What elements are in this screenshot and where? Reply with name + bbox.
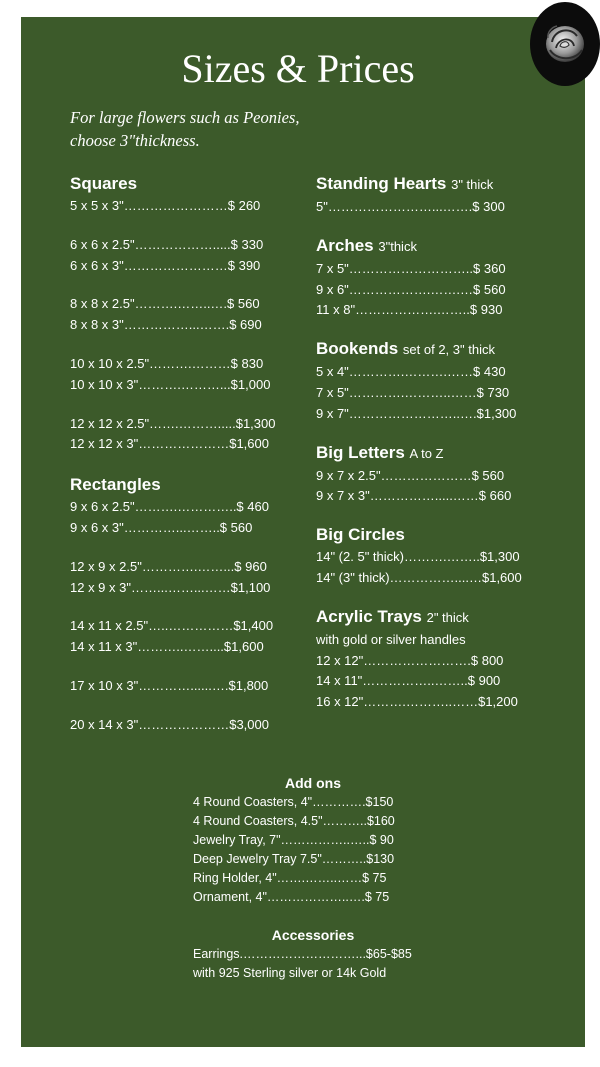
- price-row: 9 x 7"……………………..….$1,300: [316, 405, 517, 421]
- addon-row: Jewelry Tray, 7"……………..…..$ 90: [193, 833, 394, 848]
- price-row: 8 x 8 x 2.5"……….……..….$ 560: [70, 296, 260, 312]
- price-row: 9 x 6 x 2.5"……….…………..$ 460: [70, 499, 269, 515]
- price-row: 5 x 4"………….……….……$ 430: [316, 364, 506, 380]
- price-row: 5 x 5 x 3"……………………$ 260: [70, 198, 261, 213]
- accessory-note: with 925 Sterling silver or 14k Gold: [193, 966, 387, 981]
- section-heading-big-circles: Big Circles: [316, 525, 405, 545]
- accessories-section: [193, 925, 433, 983]
- right-column: [316, 172, 542, 713]
- price-row: 16 x 12"……….………..……$1,200: [316, 694, 518, 710]
- price-row: 12 x 12 x 3"…………………$1,600: [70, 436, 269, 452]
- price-row: 14" (3" thick)……………....…$1,600: [316, 569, 522, 585]
- price-row: 12 x 9 x 2.5"………….……...$ 960: [70, 558, 267, 574]
- section-heading-big-letters: Big Letters A to Z: [316, 442, 444, 462]
- section-heading-squares: Squares: [70, 174, 138, 193]
- price-row: 7 x 5"………………………..$ 360: [316, 260, 506, 276]
- price-row: 14" (2. 5" thick)……….……..$1,300: [316, 549, 520, 565]
- price-row: 10 x 10 x 2.5"……….………$ 830: [70, 355, 264, 371]
- price-row: 10 x 10 x 3"……….………...$1,000: [70, 376, 271, 392]
- section-heading-arches: Arches 3"thick: [316, 235, 417, 255]
- price-row: 8 x 8 x 3"……………...…….$ 690: [70, 317, 262, 333]
- price-row: 14 x 11 x 2.5"…..……………$1,400: [70, 618, 274, 634]
- section-heading-standing-hearts: Standing Hearts 3" thick: [316, 174, 494, 193]
- price-row: 20 x 14 x 3"…………………$3,000: [70, 716, 269, 732]
- price-row: 9 x 7 x 2.5"…………………$ 560: [316, 467, 505, 483]
- accessory-row: Earrings.………………………...$65-$85: [193, 947, 412, 961]
- section-heading-acrylic-trays: Acrylic Trays 2" thick: [316, 606, 469, 626]
- price-row: 9 x 6"……………….…….…$ 560: [316, 281, 506, 297]
- section-note: A to Z: [409, 445, 444, 461]
- section-note: set of 2, 3" thick: [402, 342, 495, 358]
- price-row: 17 x 10 x 3"…………......….$1,800: [70, 677, 269, 693]
- addon-row: 4 Round Coasters, 4"………….$150: [193, 795, 394, 809]
- section-heading-rectangles: Rectangles: [70, 475, 161, 495]
- price-row: 6 x 6 x 2.5"……………….....$ 330: [70, 236, 264, 252]
- price-row: 11 x 8"……………….……..$ 930: [316, 302, 503, 318]
- left-column: [70, 172, 298, 736]
- intro-note: For large flowers such as Peonies, choose 3"thickness.: [70, 108, 300, 150]
- addon-row: 4 Round Coasters, 4.5"………..$160: [193, 814, 395, 829]
- price-row: 7 x 5"………….………..……$ 730: [316, 384, 510, 400]
- section-subnote: with gold or silver handles: [316, 631, 466, 647]
- section-note: 2" thick: [426, 609, 469, 625]
- price-row: 9 x 6 x 3"…………...……..$ 560: [70, 519, 253, 535]
- addon-row: Ornament, 4"………………..….$ 75: [193, 890, 390, 905]
- addon-row: Deep Jewelry Tray 7.5"………..$130: [193, 852, 395, 867]
- price-row: 12 x 12 x 2.5"…….……….....$1,300: [70, 415, 276, 431]
- addons-section: [193, 773, 433, 908]
- addons-heading: Add ons: [285, 775, 341, 791]
- price-row: 14 x 11 x 3"………..……....$1,600: [70, 639, 264, 655]
- page-title: Sizes & Prices: [181, 46, 415, 91]
- accessories-heading: Accessories: [271, 927, 355, 943]
- price-row: 12 x 12"…………………….$ 800: [316, 652, 504, 668]
- section-note: 3" thick: [451, 177, 494, 192]
- price-row: 6 x 6 x 3"……………………$ 390: [70, 257, 261, 273]
- addon-row: Ring Holder, 4"…….……..……$ 75: [193, 871, 387, 886]
- section-note: 3"thick: [378, 238, 417, 254]
- price-row: 12 x 9 x 3"……...……...……$1,100: [70, 579, 271, 595]
- price-row: 14 x 11"……………..……..$ 900: [316, 673, 501, 689]
- price-row: 5"……………………...…….$ 300: [316, 199, 505, 214]
- section-heading-bookends: Bookends set of 2, 3" thick: [316, 339, 495, 359]
- price-row: 9 x 7 x 3"…………….....……$ 660: [316, 488, 512, 504]
